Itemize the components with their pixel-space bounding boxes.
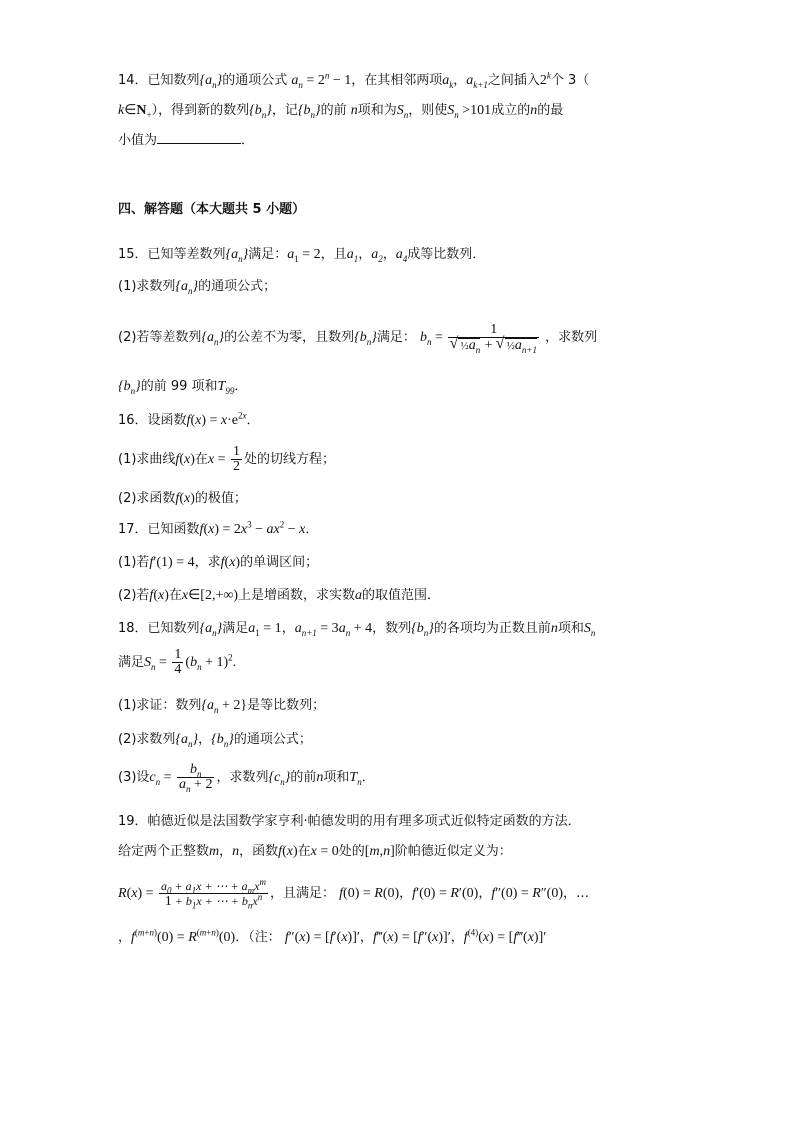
- q14-line-1: 14．已知数列$\{a_n\}$的通项公式 $a_n = 2^n - 1$，在其相邻两项$a_k$，$a_{k+1}$之间插入2$^k$个 3（: [118, 70, 590, 90]
- q15-part-2: (2)若等差数列$\{a_n\}$的公差不为零，且数列$\{b_n\}$满足： $b_n$ = 1 √ $\frac{1}{2}a_n$ + √ $\frac{1}{2}a_{n+1}$ ，求数列: [118, 318, 597, 358]
- q17-part-1: (1)若f′(1) = 4，求f(x)的单调区间；: [118, 555, 319, 570]
- q17-intro: 17．已知函数$f(x) = 2x^3 - ax^2 - x$．: [118, 519, 319, 537]
- q15-part-2-cont: $\{b_n\}$的前 99 项和$T_{99}$．: [118, 379, 248, 396]
- q15-part-1: (1)求数列$\{a_n\}$的通项公式；: [118, 279, 277, 296]
- q19-line-3: R(x) = $\frac{a_0 + a_1x + \cdots + a_mx^m}{1 + b_1x + \cdots + b_nx^n}$ ，且满足： f(0) = R(0)，f′(0) = R′(0)，f″(0) = R″(0)，…: [118, 876, 590, 910]
- q16-part-2: (2)求函数f(x)的极值；: [118, 491, 247, 506]
- q19-line-4: ，$f^{(m+n)}(0) = R^{(m+n)}(0)$．（注： f″(x) = [f′(x)]′，f‴(x) = [f″(x)]′，$f^{(4)}(x)$ = [f‴(x)]′: [118, 927, 547, 945]
- q14-line-2: $k\in N_+$），得到新的数列$\{b_n\}$，记$\{b_n\}$的前 n项和为$S_n$，则使$S_n >101$成立的n的最: [118, 103, 564, 120]
- q17-part-2: (2)若f(x)在x∈[2,+∞)上是增函数，求实数a的取值范围．: [118, 588, 441, 603]
- q18-intro: 18．已知数列$\{a_n\}$满足$a_1 = 1$，$a_{n+1} = 3a_n + 4$，数列$\{b_n\}$的各项均为正数且前n项和$S_n$: [118, 621, 596, 638]
- q19-line-2: 给定两个正整数m，n，函数f(x)在x = 0处的[m,n]阶帕德近似定义为：: [118, 844, 512, 859]
- q18-part-2: (2)求数列$\{a_n\}$，$\{b_n\}$的通项公式；: [118, 732, 312, 749]
- section-heading: 四、解答题（本大题共 5 小题）: [118, 202, 306, 217]
- q15-fraction: 1 √ $\frac{1}{2}a_n$ + √ $\frac{1}{2}a_{n+1}$: [448, 323, 539, 353]
- q15-intro: 15．已知等差数列$\{a_n\}$满足：$a_1 = 2$，且$a_1$，$a_2$，$a_4$成等比数列．: [118, 247, 486, 264]
- q16-part-1: (1)求曲线f(x)在x = $\frac{1}{2}$ 处的切线方程；: [118, 444, 336, 474]
- q16-intro: 16．设函数$f(x) = x\cdot e^{2x}$．: [118, 410, 260, 428]
- q18-line-2: 满足$S_n$ = $\frac{1}{4}$ $(b_n + 1)^2$.: [118, 647, 237, 677]
- q18-part-1: (1)求证：数列$\{a_n + 2\}$是等比数列；: [118, 698, 326, 715]
- answer-blank[interactable]: [157, 131, 241, 144]
- q18-part-3: (3)设$c_n$ = $\frac{b_n}{a_n + 2}$ ，求数列$\{c_n\}$的前n项和$T_n$．: [118, 762, 375, 794]
- q14-line-3: 小值为 ．: [118, 133, 255, 148]
- q19-intro: 19．帕德近似是法国数学家亨利·帕德发明的用有理多项式近似特定函数的方法．: [118, 814, 581, 829]
